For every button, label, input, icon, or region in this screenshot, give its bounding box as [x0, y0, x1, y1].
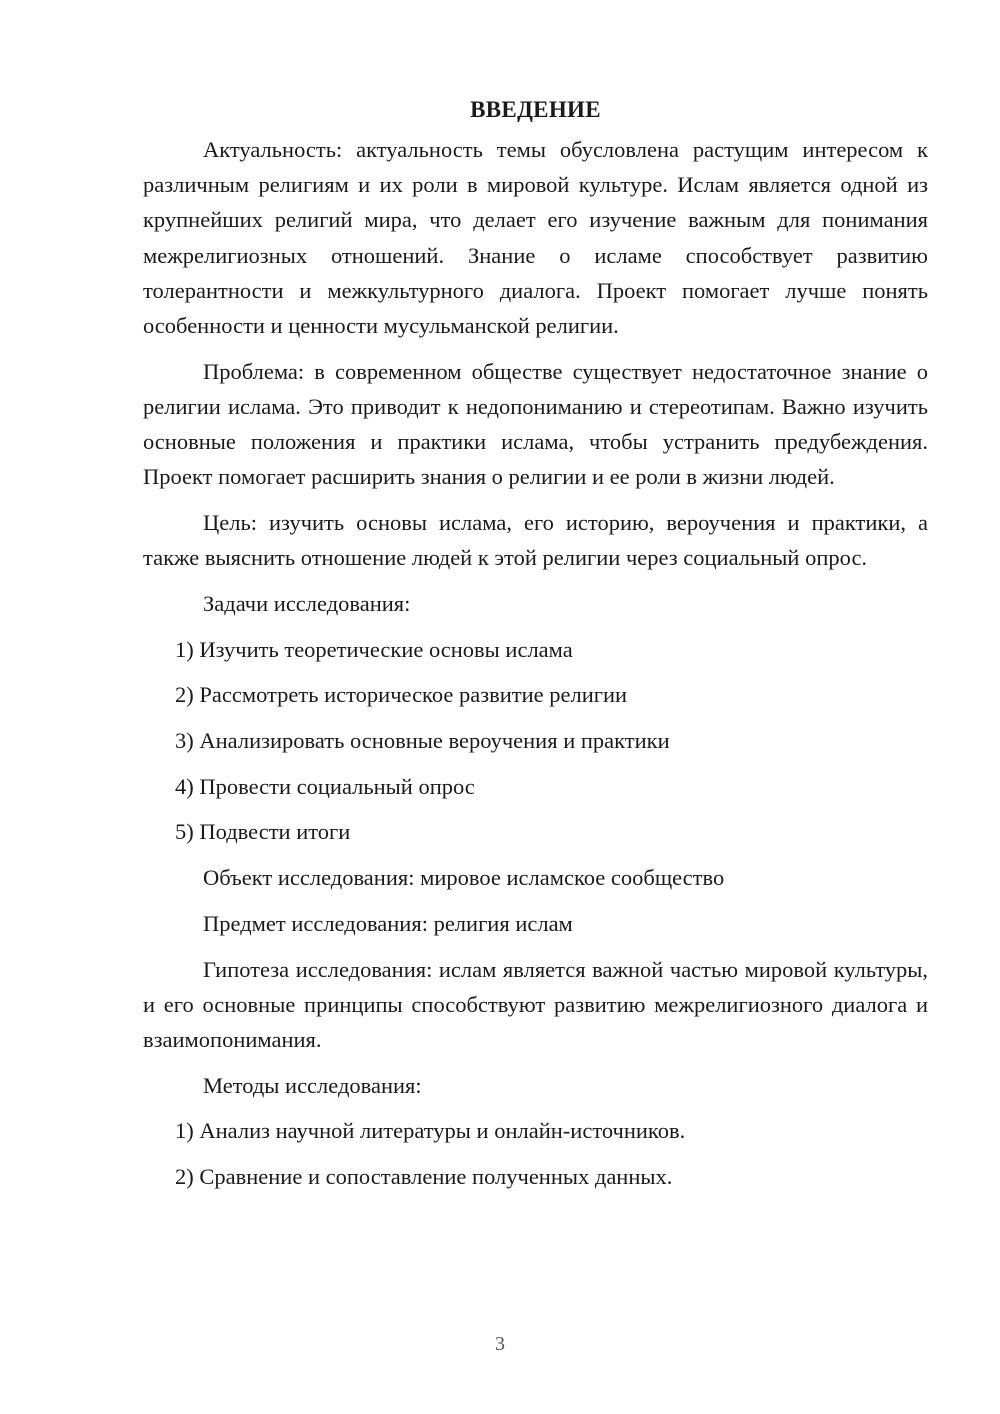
document-page: [143, 92, 928, 1205]
task-item-5: 5) Подвести итоги: [175, 819, 351, 845]
problem-paragraph: Проблема: в современном обществе существует недостаточное знание о религии ислама. Это приводит к недопониманию и стереотипам. Важно изучить основные положения и практики ислама, чтобы устранить предубеждения. Проект помогает расширить знания о религии и ее роли в жизни людей.: [143, 358, 928, 490]
section-title: ВВЕДЕНИЕ: [470, 97, 601, 122]
research-object: Объект исследования: мировое исламское сообщество: [203, 865, 725, 891]
methods-heading: Методы исследования:: [203, 1072, 422, 1098]
relevance-paragraph: Актуальность: актуальность темы обусловлена растущим интересом к различным религиям и их роли в мировой культуре. Ислам является одной из крупнейших религий мира, что делает его изучение важным для понимания межрелигиозных отношений. Знание о исламе способствует развитию толерантности и межкультурного диалога. Проект помогает лучше понять особенности и ценности мусульманской религии.: [143, 137, 928, 339]
goal-paragraph: Цель: изучить основы ислама, его историю, вероучения и практики, а также выяснить отношение людей к этой религии через социальный опрос.: [143, 510, 928, 571]
hypothesis-paragraph: Гипотеза исследования: ислам является важной частью мировой культуры, и его основные принципы способствуют развитию межрелигиозного диалога и взаимопонимания.: [143, 956, 928, 1052]
tasks-heading: Задачи исследования:: [203, 590, 411, 616]
page-number: 3: [495, 1333, 505, 1355]
research-subject: Предмет исследования: религия ислам: [203, 910, 573, 936]
method-item-1: 1) Анализ научной литературы и онлайн-источников.: [175, 1118, 686, 1144]
task-item-1: 1) Изучить теоретические основы ислама: [175, 636, 573, 662]
task-item-2: 2) Рассмотреть историческое развитие религии: [175, 682, 628, 708]
method-item-2: 2) Сравнение и сопоставление полученных данных.: [175, 1164, 673, 1190]
task-item-3: 3) Анализировать основные вероучения и практики: [175, 728, 670, 754]
task-item-4: 4) Провести социальный опрос: [175, 773, 475, 799]
